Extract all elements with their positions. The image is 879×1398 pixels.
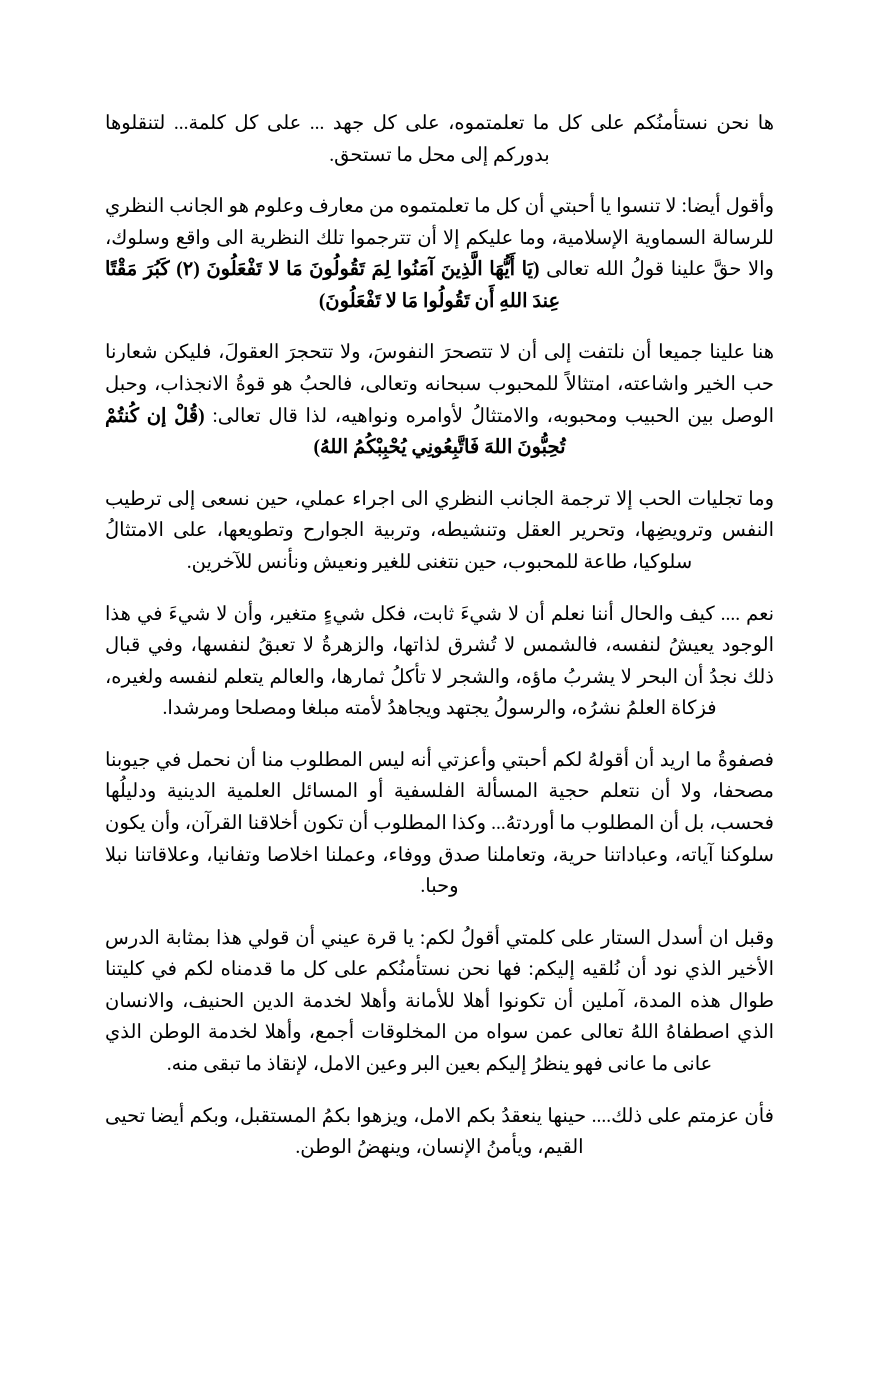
paragraph-5: نعم .... كيف والحال أننا نعلم أن لا شيءَ ثابت، فكل شيءٍ متغير، وأن لا شيءَ في هذا الوجود يعيشُ لنفسه، فالشمس لا تُشرق لذاتها، والزهرةُ لا تعبقُ لنفسها، وفي قبال ذلك نجدُ أن البحر لا يشربُ ماؤه، والشجر لا تأكلُ ثمارها، والعالم يتعلم لنفسه ولغيره، فزكاة العلمُ نشرُه، والرسولُ يجتهد ويجاهدُ لأمته مبلغا ومصلحا ومرشدا. (105, 603, 774, 720)
quran-quote-1: (يَا أَيُّهَا الَّذِينَ آمَنُوا لِمَ تَقُولُونَ مَا لا تَفْعَلُونَ (٢) كَبُرَ مَقْتًا عِندَ اللهِ أَن تَقُولُوا مَا لا تَفْعَلُونَ) (105, 259, 561, 312)
paragraph-3-lead: هنا علينا جميعا أن نلتفت إلى أن لا تتصحرَ النفوسَ، ولا تتحجرَ العقولَ، فليكن شعارنا حب الخير واشاعته، امتثالاً للمحبوب سبحانه وتعالى، فالحبُ هو قوةُ الانجذاب، وحبل الوصل بين الحبيب ومحبوبه، والامتثالُ لأوامره ونواهيه، لذا قال تعالى: (105, 342, 774, 427)
paragraph-1: ها نحن نستأمنُكم على كل ما تعلمتموه، على كل جهد ... على كل كلمة... لتنقلوها بدوركم إلى محل ما تستحق. (105, 113, 774, 166)
paragraph-7: وقبل ان أسدل الستار على كلمتي أقولُ لكم: يا قرة عيني أن قولي هذا بمثابة الدرس الأخير الذي نود أن نُلقيه إليكم: فها نحن نستأمنُكم على كل ما قدمناه لكم في كليتنا طوال هذه المدة، آملين أن تكونوا أهلا للأمانة وأهلا لخدمة الدين الحنيف، والانسان الذي اصطفاهُ اللهُ تعالى عمن سواه من المخلوقات أجمع، وأهلا لخدمة الوطن الذي عانى ما عانى فهو ينظرُ إليكم بعين البر وعين الامل، لإنقاذ ما تبقى منه. (105, 927, 774, 1076)
paragraph-6: فصفوةُ ما اريد أن أقولهُ لكم أحبتي وأعزتي أنه ليس المطلوب منا أن نحمل في جيوبنا مصحفا، ولا أن نتعلم حجية المسألة الفلسفية أو المسائل العلمية الدينية ودليلُها فحسب، بل أن المطلوب ما أوردتهُ... وكذا المطلوب أن تكون أخلاقنا القرآن، وأن يكون سلوكنا آياته، وعباداتنا حرية، وتعاملنا صدق ووفاء، وعملنا اخلاصا وتفانيا، وعلاقاتنا نبلا وحبا. (105, 749, 774, 898)
paragraph-8: فأن عزمتم على ذلك.... حينها ينعقدُ بكم الامل، ويزهوا بكمُ المستقبل، وبكم أيضا تحيى القيم، ويأمنُ الإنسان، وينهضُ الوطن. (105, 1105, 774, 1159)
paragraph-2 (105, 191, 774, 317)
paragraph-4: وما تجليات الحب إلا ترجمة الجانب النظري الى اجراء عملي، حين نسعى إلى ترطيب النفس وترويضِها، وتحرير العقل وتنشيطه، وتربية الجوارح وتطويعها، على الامتثالُ سلوكيا، طاعة للمحبوب، حين نتغنى للغير ونعيش ونأنس للآخرين. (105, 488, 774, 573)
paragraph-3 (105, 337, 774, 463)
paragraph-2-lead: وأقول أيضا: لا تنسوا يا أحبتي أن كل ما تعلمتموه من معارف وعلوم هو الجانب النظري للرسالة السماوية الإسلامية، وما عليكم إلا أن تترجموا تلك النظرية الى واقع وسلوك، والا حقَّ علينا قولُ الله تعالى (105, 196, 774, 281)
quran-quote-2: (قُلْ إن كُنتُمْ تُحِبُّونَ اللهَ فَاتَّبِعُونِي يُحْبِبْكُمُ اللهُ) (105, 405, 566, 459)
